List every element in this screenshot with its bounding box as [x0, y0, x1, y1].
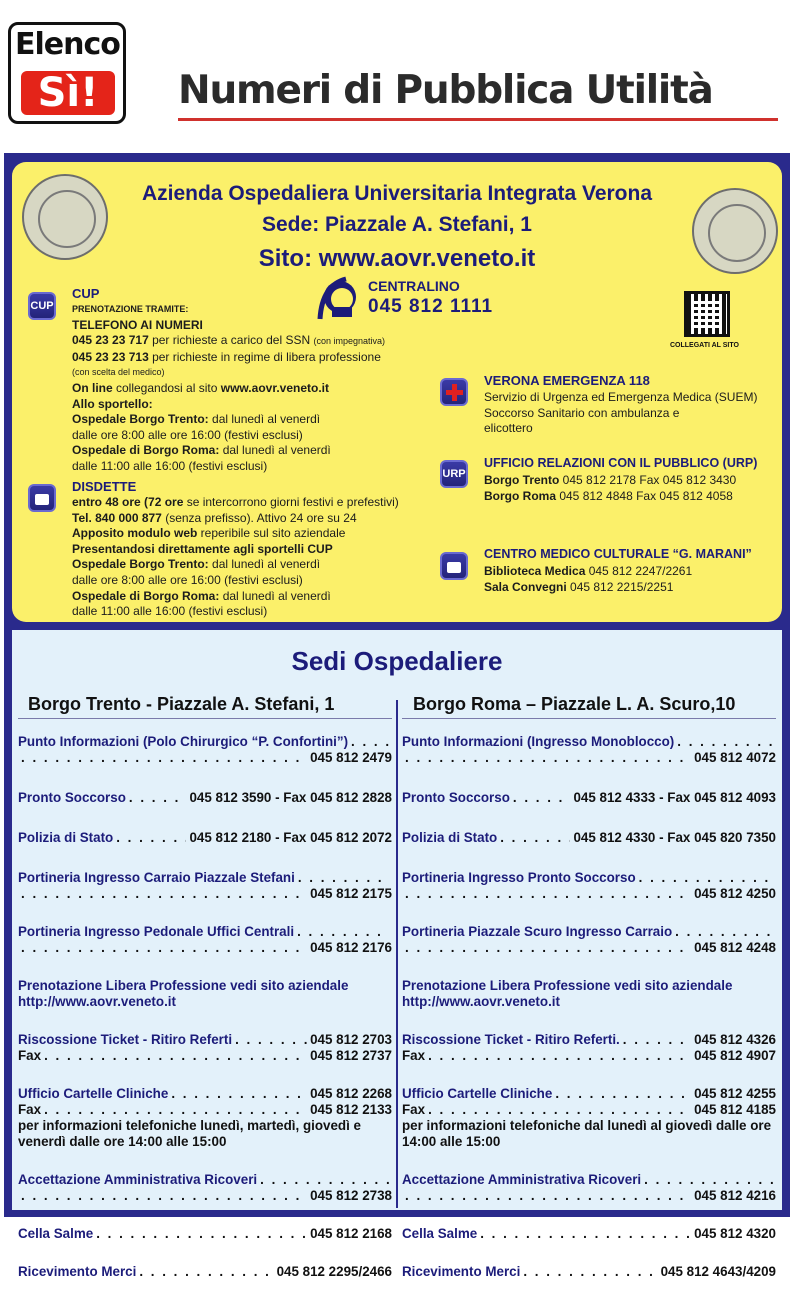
dot-leader [405, 750, 691, 766]
centralino-number: 045 812 1111 [368, 296, 494, 317]
entry-url[interactable]: http://www.aovr.veneto.it [402, 994, 560, 1009]
entry-row [18, 734, 392, 750]
detail-line [72, 604, 432, 620]
phone-number: 045 812 2176 [310, 940, 392, 955]
urp-icon: URP [440, 460, 468, 488]
phone-number: 045 812 2133 [310, 1102, 392, 1117]
marani-phone-icon [440, 552, 468, 580]
detail-line: dalle ore 8:00 alle ore 16:00 (festivi esclusi) [72, 427, 303, 442]
phone-number: 045 812 4330 - Fax 045 820 7350 [573, 830, 776, 845]
entry-name: Prenotazione Libera Professione vedi sito aziendale [402, 978, 733, 993]
detail-line [72, 557, 432, 573]
dot-leader [260, 1172, 389, 1188]
detail-line: Servizio di Urgenza ed Emergenza Medica (SUEM) [484, 390, 758, 404]
line-bold: Biblioteca Medica [484, 564, 586, 578]
logo-top-text: Elenco [15, 27, 120, 62]
emergency-cross-icon [440, 378, 468, 406]
entry-row [402, 1226, 776, 1242]
dot-leader [428, 1102, 691, 1118]
line-note: (con impegnativa) [313, 336, 386, 347]
dot-leader [44, 1102, 307, 1118]
emergenza-title: VERONA EMERGENZA 118 [484, 373, 650, 388]
logo-bottom-text: Sì! [21, 71, 115, 115]
directory-entry [402, 1086, 776, 1150]
left-header-rule [18, 718, 392, 719]
detail-line: (con scelta del medico) [72, 367, 165, 378]
line-text: se intercorrono giorni festivi e prefestivi) [183, 495, 399, 509]
detail-line: Soccorso Sanitario con ambulanza e [484, 405, 680, 420]
directory-entry [18, 790, 392, 806]
header-rule [178, 118, 778, 121]
entry-row [402, 886, 776, 902]
entry-url[interactable]: http://www.aovr.veneto.it [18, 994, 176, 1009]
emergenza-details [484, 390, 774, 437]
borgo-trento-list [18, 734, 392, 1302]
entry-name: Ufficio Cartelle Cliniche [18, 1086, 169, 1101]
site-url[interactable]: www.aovr.veneto.it [318, 245, 536, 272]
line-bold: Sala Convegni [484, 579, 567, 594]
entry-row [402, 1086, 776, 1102]
dot-leader [555, 1086, 691, 1102]
detail-line [72, 526, 432, 542]
entry-name: Riscossione Ticket - Ritiro Referti [18, 1032, 233, 1047]
directory-entry [18, 870, 392, 902]
line-bold: 045 23 23 713 [72, 349, 149, 364]
dot-leader [116, 830, 186, 846]
line-bold: Tel. 840 000 877 [72, 510, 162, 525]
directory-entry [402, 790, 776, 806]
line-link: www.aovr.veneto.it [220, 380, 330, 395]
fax-label: Fax [402, 1102, 426, 1117]
borgo-roma-header: Borgo Roma – Piazzale L. A. Scuro,10 [413, 694, 736, 714]
directory-entry [18, 1226, 392, 1242]
directory-entry [402, 1264, 776, 1280]
dot-leader [428, 1048, 691, 1064]
dot-leader [139, 1264, 273, 1280]
entry-row [402, 1264, 776, 1280]
line-text: collegandosi al sito [112, 380, 221, 395]
detail-line [72, 589, 432, 605]
sedi-title: Sedi Ospedaliere [291, 646, 503, 676]
dot-leader [21, 750, 307, 766]
cup-icon: CUP [28, 292, 56, 320]
disdette-details [72, 495, 432, 620]
entry-name: Polizia di Stato [402, 830, 498, 845]
phone-number: 045 812 4250 [694, 886, 776, 901]
entry-row [18, 830, 392, 846]
dot-leader [298, 870, 389, 886]
entry-name: Polizia di Stato [18, 830, 114, 845]
line-text: per richieste a carico del SSN [148, 333, 314, 348]
marani-title: CENTRO MEDICO CULTURALE “G. MARANI” [484, 547, 752, 561]
entry-row [18, 870, 392, 886]
entry-row [402, 750, 776, 766]
phone-number: 045 812 2703 [310, 1032, 392, 1047]
entry-row [402, 1188, 776, 1204]
dot-leader [480, 1226, 691, 1242]
elenco-si-logo [8, 22, 126, 124]
page-title: Numeri di Pubblica Utilità [178, 68, 713, 113]
dot-leader [644, 1172, 773, 1188]
detail-line [484, 473, 774, 489]
urp-title: UFFICIO RELAZIONI CON IL PUBBLICO (URP) [484, 456, 758, 470]
entry-row [402, 1102, 776, 1118]
entry-row [402, 734, 776, 750]
qr-caption: COLLEGATI AL SITO [670, 342, 739, 349]
right-header-rule [402, 718, 776, 719]
centralino-label: CENTRALINO [368, 278, 460, 294]
org-site [0, 245, 794, 273]
detail-line [72, 333, 422, 350]
directory-entry [402, 1172, 776, 1204]
directory-entry [402, 978, 776, 1010]
phone-number: 045 812 2180 - Fax 045 812 2072 [189, 830, 392, 845]
dot-leader [96, 1226, 307, 1242]
dot-leader [297, 924, 389, 940]
line-bold: Borgo Trento [484, 473, 560, 487]
entry-row [18, 924, 392, 940]
detail-line [72, 511, 432, 527]
line-text: 045 812 4848 Fax 045 812 4058 [556, 488, 733, 503]
qr-code-icon[interactable] [684, 291, 730, 337]
detail-line [72, 350, 422, 366]
detail-line [72, 443, 422, 459]
dot-leader [623, 1032, 691, 1048]
line-bold: entro 48 ore (72 ore [72, 495, 184, 509]
line-text: per richieste in regime di libera professione [148, 349, 381, 364]
column-divider [396, 700, 398, 1208]
entry-note: per informazioni telefoniche dal lunedì al giovedì dalle ore 14:00 alle 15:00 [402, 1118, 772, 1149]
line-text: dal lunedì al venerdì [208, 557, 321, 572]
phone-number: 045 812 2175 [310, 886, 392, 901]
entry-row [18, 1172, 392, 1188]
detail-line [484, 489, 774, 505]
site-label: Sito: [258, 245, 319, 272]
line-text: 045 812 2247/2261 [585, 564, 693, 578]
entry-note: per informazioni telefoniche lunedì, martedì, giovedì e venerdì dalle ore 14:00 alle 15:00 [18, 1118, 362, 1149]
entry-name: Riscossione Ticket - Ritiro Referti. [402, 1032, 620, 1047]
dot-leader [44, 1048, 307, 1064]
entry-row [18, 886, 392, 902]
entry-name: Punto Informazioni (Polo Chirurgico “P. Confortini”) [18, 734, 349, 749]
dot-leader [21, 886, 307, 902]
entry-row [402, 830, 776, 846]
phone-number: 045 812 3590 - Fax 045 812 2828 [189, 790, 392, 805]
directory-entry [402, 830, 776, 846]
entry-row [18, 1086, 392, 1102]
phone-number: 045 812 2737 [310, 1048, 392, 1063]
phone-number: 045 812 4643/4209 [660, 1264, 776, 1279]
dot-leader [523, 1264, 657, 1280]
directory-entry [18, 924, 392, 956]
dot-leader [405, 940, 691, 956]
entry-name: Pronto Soccorso [18, 790, 126, 805]
line-text: dal lunedì al venerdì [219, 443, 331, 458]
detail-line [484, 564, 774, 580]
directory-entry [18, 830, 392, 846]
disdette-phone-icon [28, 484, 56, 512]
line-bold: Borgo Roma [484, 488, 556, 503]
phone-number: 045 812 4907 [694, 1048, 776, 1063]
detail-line [72, 495, 432, 511]
line-text: dalle 11:00 alle 16:00 (festivi esclusi) [72, 604, 268, 619]
fax-label: Fax [402, 1048, 426, 1063]
detail-line: PRENOTAZIONE TRAMITE: [72, 304, 189, 314]
entry-row [18, 1048, 392, 1064]
line-bold: On line [72, 380, 113, 395]
directory-entry [18, 978, 392, 1010]
cup-details [72, 302, 422, 475]
detail-line: TELEFONO AI NUMERI [72, 317, 203, 332]
dot-leader [639, 870, 773, 886]
dot-leader [405, 1188, 691, 1204]
entry-row [18, 790, 392, 806]
entry-name: Portineria Piazzale Scuro Ingresso Carraio [402, 924, 673, 939]
entry-name: Cella Salme [402, 1226, 478, 1241]
borgo-trento-header: Borgo Trento - Piazzale A. Stefani, 1 [28, 694, 335, 714]
borgo-roma-list [402, 734, 776, 1302]
entry-row [402, 870, 776, 886]
entry-row [402, 940, 776, 956]
detail-line [72, 381, 422, 397]
dot-leader [500, 830, 570, 846]
entry-name: Ricevimento Merci [402, 1264, 521, 1279]
entry-row [18, 940, 392, 956]
line-text: (senza prefisso). Attivo 24 ore su 24 [161, 510, 357, 525]
directory-entry [18, 734, 392, 766]
org-sede: Sede: Piazzale A. Stefani, 1 [262, 213, 532, 236]
line-bold: Apposito modulo web [72, 526, 198, 541]
fax-label: Fax [18, 1102, 42, 1117]
entry-row [18, 1188, 392, 1204]
line-bold: Ospedale di Borgo Roma: [72, 588, 220, 603]
line-text: reperibile sul sito aziendale [197, 526, 346, 541]
entry-name: Accettazione Amministrativa Ricoveri [18, 1172, 258, 1187]
phone-number: 045 812 2738 [310, 1188, 392, 1203]
entry-name: Portineria Ingresso Pedonale Uffici Centrali [18, 924, 295, 939]
entry-name: Portineria Ingresso Carraio Piazzale Stefani [18, 870, 295, 885]
entry-row [402, 924, 776, 940]
entry-name: Accettazione Amministrativa Ricoveri [402, 1172, 642, 1187]
directory-entry [18, 1086, 392, 1150]
dot-leader [677, 734, 773, 750]
entry-row [402, 1032, 776, 1048]
line-text: dalle ore 8:00 alle ore 16:00 (festivi esclusi) [72, 572, 303, 587]
entry-name: Pronto Soccorso [402, 790, 510, 805]
phone-number: 045 812 4333 - Fax 045 812 4093 [573, 790, 776, 805]
entry-name: Ufficio Cartelle Cliniche [402, 1086, 553, 1101]
dot-leader [21, 1188, 307, 1204]
detail-line [72, 573, 432, 589]
dot-leader [513, 790, 571, 806]
dot-leader [675, 924, 773, 940]
line-bold: Ospedale Borgo Trento: [72, 557, 209, 572]
line-bold: Presentandosi direttamente agli sportelli CUP [72, 541, 333, 556]
directory-entry [18, 1264, 392, 1280]
phone-number: 045 812 2168 [310, 1226, 392, 1241]
urp-details [484, 473, 774, 504]
phone-number: 045 812 4320 [694, 1226, 776, 1241]
dot-leader [405, 886, 691, 902]
detail-line [72, 412, 422, 428]
directory-entry [18, 1172, 392, 1204]
directory-entry [18, 1032, 392, 1064]
dot-leader [235, 1032, 307, 1048]
entry-row [18, 750, 392, 766]
line-bold: Ospedale di Borgo Roma: [72, 443, 220, 458]
phone-number: 045 812 2268 [310, 1086, 392, 1101]
line-text: 045 812 2215/2251 [566, 579, 674, 594]
phone-number: 045 812 2479 [310, 750, 392, 765]
phone-number: 045 812 4248 [694, 940, 776, 955]
entry-name: Punto Informazioni (Ingresso Monoblocco) [402, 734, 675, 749]
detail-line: elicottero [484, 421, 533, 436]
phone-number: 045 812 4216 [694, 1188, 776, 1203]
dot-leader [129, 790, 187, 806]
entry-name: Portineria Ingresso Pronto Soccorso [402, 870, 636, 885]
entry-name: Ricevimento Merci [18, 1264, 137, 1279]
dot-leader [171, 1086, 307, 1102]
entry-row [18, 1264, 392, 1280]
entry-row [402, 790, 776, 806]
directory-entry [402, 924, 776, 956]
cup-title: CUP [72, 286, 100, 301]
dot-leader [351, 734, 389, 750]
line-bold: 045 23 23 717 [72, 333, 149, 348]
line-text: dal lunedì al venerdì [219, 588, 331, 603]
phone-number: 045 812 4072 [694, 750, 776, 765]
detail-line [484, 580, 774, 596]
dot-leader [21, 940, 307, 956]
entry-name: Cella Salme [18, 1226, 94, 1241]
detail-line: Allo sportello: [72, 396, 153, 411]
directory-entry [402, 1032, 776, 1064]
org-name: Azienda Ospedaliera Universitaria Integrata Verona [141, 182, 653, 205]
phone-number: 045 812 4185 [694, 1102, 776, 1117]
entry-name: Prenotazione Libera Professione vedi sito aziendale [18, 978, 349, 993]
phone-number: 045 812 4326 [694, 1032, 776, 1047]
entry-row [18, 1102, 392, 1118]
detail-line [72, 542, 432, 558]
directory-entry [402, 1226, 776, 1242]
entry-row [18, 1226, 392, 1242]
detail-line: dalle 11:00 alle 16:00 (festivi esclusi) [72, 458, 268, 473]
directory-entry [402, 870, 776, 902]
entry-row [402, 1048, 776, 1064]
fax-label: Fax [18, 1048, 42, 1063]
line-bold: Ospedale Borgo Trento: [72, 412, 209, 427]
phone-number: 045 812 2295/2466 [276, 1264, 392, 1279]
marani-details [484, 564, 774, 595]
phone-number: 045 812 4255 [694, 1086, 776, 1101]
directory-entry [402, 734, 776, 766]
line-text: dal lunedì al venerdì [208, 412, 321, 427]
disdette-title: DISDETTE [72, 479, 137, 494]
entry-row [402, 1172, 776, 1188]
line-text: 045 812 2178 Fax 045 812 3430 [559, 473, 737, 487]
entry-row [18, 1032, 392, 1048]
